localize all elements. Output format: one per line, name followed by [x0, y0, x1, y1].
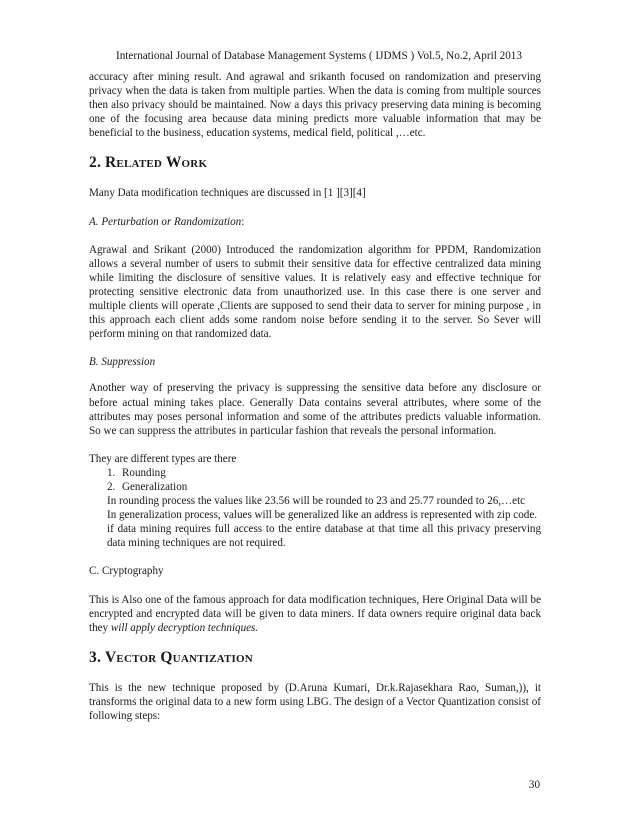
generalization-explanation: In generalization process, values will be generalized like an address is represented with zip code.	[107, 509, 538, 522]
section-2-intro: Many Data modification techniques are discussed in [1 ][3][4]	[89, 187, 366, 200]
list-marker: 1.	[107, 466, 116, 479]
section-2-number: 2.	[89, 154, 102, 172]
subsection-a-text: Agrawal and Srikant (2000) Introduced the randomization algorithm for PPDM, Randomization allows a several number of users to submit their sensitive data for effective centralized data mining while limiting the disclosure of sensitive values. It is relatively easy and effective technique for protecting sensitive electronic data from unauthorized use. In this case there is one server and multiple clients will operate ,Clients are supposed to send their data to server for mining purpose , in this approach each client adds some random noise before sending it to the server. So Sever will perform mining on that randomized data.	[89, 243, 541, 341]
section-3-text: This is the new technique proposed by (D.Aruna Kumari, Dr.k.Rajasekhara Rao, Suman,)), it transforms the original data to a new form using LBG. The design of a Vector Quantization consist of following steps:	[89, 681, 541, 722]
intro-paragraph: accuracy after mining result. And agrawal and srikanth focused on randomization and preserving privacy when the data is taken from multiple parties. When the data is coming from multiple sources then also privacy should be maintained. Now a days this privacy preserving data mining is becoming one of the focusing area because data mining predicts more valuable information that may be beneficial to the business, education systems, medical field, political ,…etc.	[89, 71, 541, 140]
subsection-a-title: A. Perturbation or Randomization	[89, 215, 242, 228]
section-2-title: Related Work	[105, 154, 208, 172]
page-body	[89, 70, 541, 723]
section-3-title: Vector Quantization	[105, 648, 253, 666]
subsection-b-heading: B. Suppression	[89, 356, 156, 369]
list-item	[107, 466, 541, 480]
list-item	[107, 480, 541, 494]
running-header: International Journal of Database Management Systems ( IJDMS ) Vol.5, No.2, April 2013	[115, 50, 522, 62]
subsection-b-text: Another way of preserving the privacy is suppressing the sensitive data before any disclosure or before actual mining takes place. Generally Data contains several attributes, where some of the attributes may poses personal information and some of the attributes predicts valuable information. So we can suppress the attributes in particular fashion that reveals the personal information.	[89, 382, 541, 437]
full-access-note: if data mining requires full access to the entire database at that time all this privacy preserving data mining techniques are not required.	[107, 523, 541, 550]
list-marker: 2.	[107, 480, 116, 493]
subsection-a-colon: :	[241, 215, 245, 228]
subsection-c-text-italic: will apply decryption techniques.	[110, 621, 259, 634]
rounding-explanation: In rounding process the values like 23.56 will be rounded to 23 and 25.77 rounded to 26,…etc	[107, 495, 526, 508]
subsection-c-text	[89, 593, 541, 635]
list-item-text: Generalization	[122, 480, 188, 493]
subsection-c-text-plain: This is Also one of the famous approach for data modification techniques, Here Original Data will be encrypted and encrypted data will be given to data miners. If data owners require original data back they	[89, 593, 541, 634]
types-list	[89, 466, 541, 494]
subsection-a-heading	[89, 215, 541, 229]
section-3-heading	[89, 649, 541, 667]
section-2-heading	[89, 154, 541, 172]
subsection-c-heading: C. Cryptography	[89, 565, 164, 578]
page-number: 30	[528, 779, 540, 791]
list-item-text: Rounding	[122, 466, 166, 479]
section-3-number: 3.	[89, 648, 102, 666]
types-intro: They are different types are there	[89, 452, 237, 465]
